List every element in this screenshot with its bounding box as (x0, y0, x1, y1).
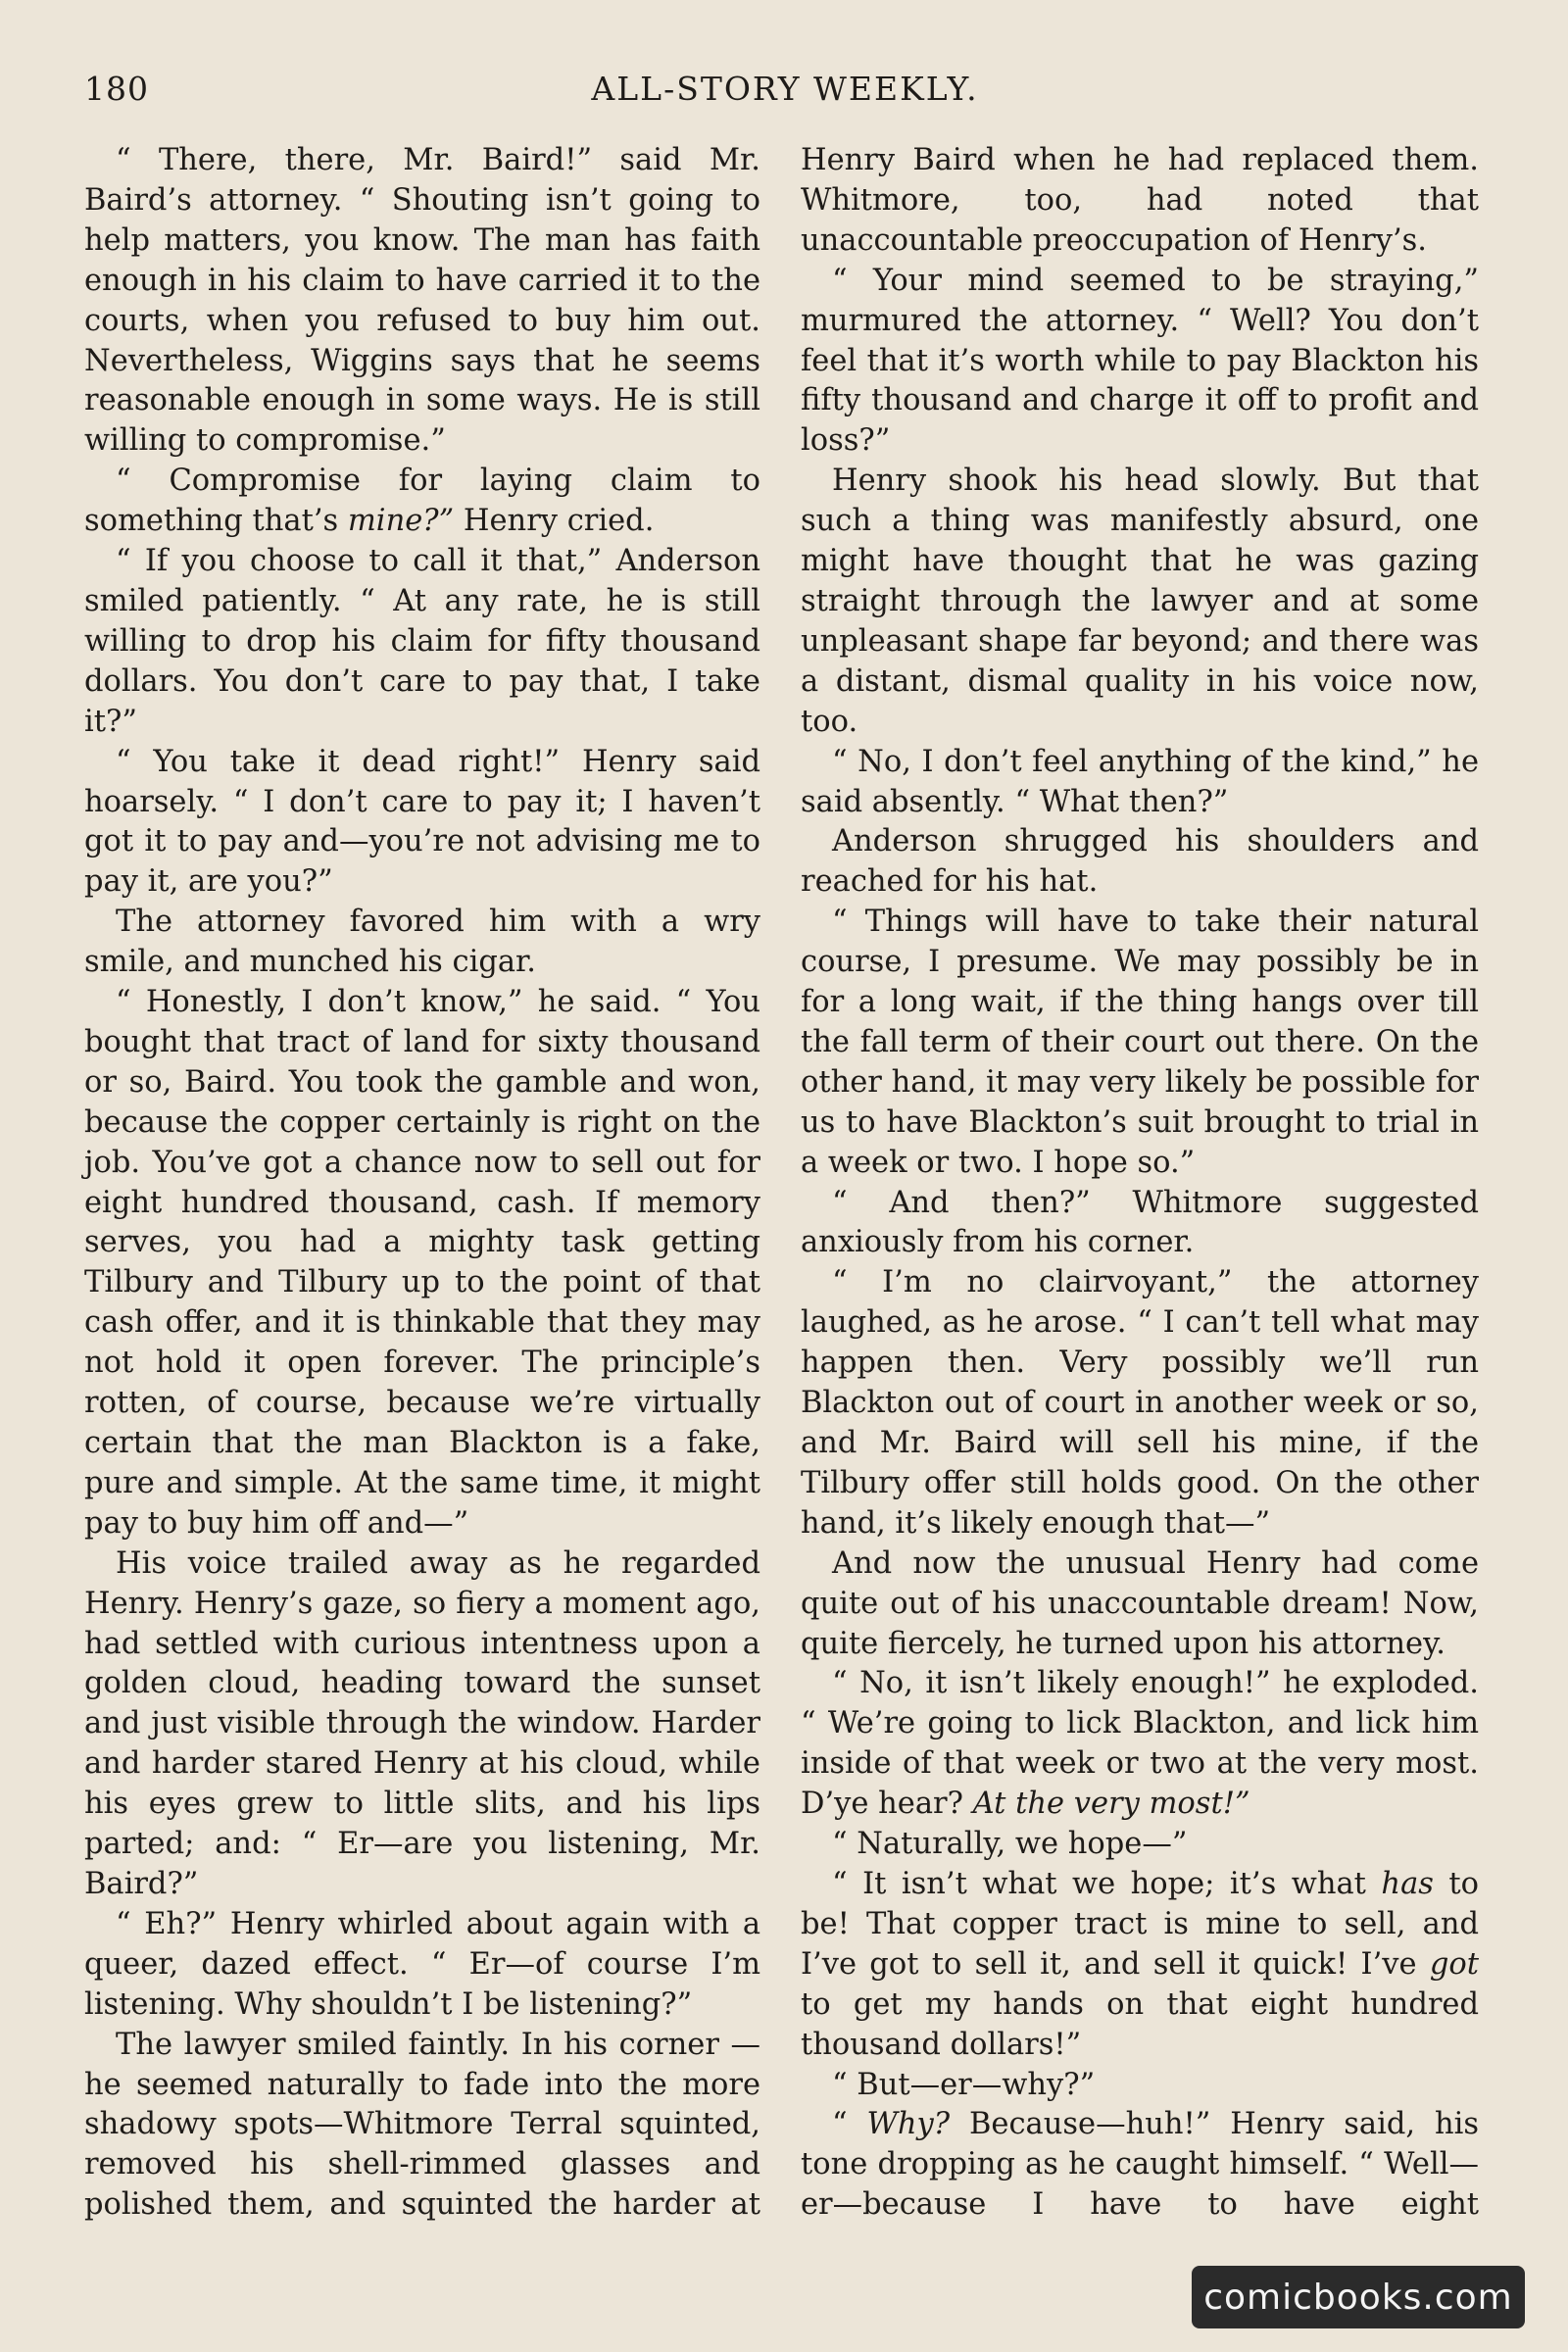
paragraph: “ Your mind seemed to be straying,” murmured the attorney. “ Well? You don’t feel that it’s worth while to pay Blackton his fifty thousand and charge it off to profit and loss?” (801, 263, 1479, 459)
watermark-badge (1192, 2266, 1525, 2328)
right-column (801, 141, 1479, 2226)
left-column (84, 141, 760, 2226)
watermark-text: comicbooks.com (1203, 2277, 1513, 2318)
paragraph: Henry Baird when he had replaced them. Whitmore, too, had noted that unaccountable preoccupation of Henry’s. (801, 143, 1479, 258)
paragraph: His voice trailed away as he regarded Henry. Henry’s gaze, so fiery a moment ago, had settled with curious intentness upon a golden cloud, heading toward the sunset and just visible through the window. Harder and harder stared Henry at his cloud, while his eyes grew to little slits, and his lips parted; and: “ Er—are you listening, Mr. Baird?” (84, 1545, 760, 1901)
paragraph: “ Compromise for laying claim to something that’s mine?” Henry cried. (84, 464, 760, 539)
paragraph: “ But—er—why?” (832, 2067, 1096, 2102)
paragraph: “ There, there, Mr. Baird!” said Mr. Baird’s attorney. “ Shouting isn’t going to help matters, you know. The man has faith enough in his claim to have carried it to the courts, when you refused to buy him out. Nevertheless, Wiggins says that he seems reasonable enough in some ways. He is still willing to compromise.” (84, 143, 760, 459)
paragraph: “ Naturally, we hope—” (832, 1827, 1188, 1862)
paragraph: And now the unusual Henry had come quite out of his unaccountable dream! Now, quite fiercely, he turned upon his attorney. (801, 1545, 1479, 1661)
page-header (84, 65, 1486, 114)
paragraph: “ And then?” Whitmore suggested anxiously from his corner. (801, 1185, 1479, 1260)
paragraph: “ If you choose to call it that,” Anderson smiled patiently. “ At any rate, he is still willing to drop his claim for fifty thousand dollars. You don’t care to pay that, I take it?” (84, 544, 760, 739)
paragraph: “ No, it isn’t likely enough!” he exploded. “ We’re going to lick Blackton, and lick him inside of that week or two at the very most. D’ye hear? At the very most!” (801, 1666, 1479, 1822)
paragraph: “ Eh?” Henry whirled about again with a queer, dazed effect. “ Er—of course I’m listening. Why shouldn’t I be listening?” (84, 1906, 760, 2022)
paragraph: “ Why? Because—huh!” Henry said, his tone dropping as he caught himself. “ Well—er—because I have to have eight (801, 2107, 1479, 2223)
paragraph: “ It isn’t what we hope; it’s what has to be! That copper tract is mine to sell, and I’ve got to sell it, and sell it quick! I’ve got to get my hands on that eight hundred thousand dollars!” (801, 1866, 1479, 2062)
paragraph: The lawyer smiled faintly. In his corner —he seemed naturally to fade into the more shadowy spots—Whitmore Terral squinted, removed his shell-rimmed glasses and polished them, and squinted the harder at (84, 2027, 760, 2223)
paragraph: “ Honestly, I don’t know,” he said. “ You bought that tract of land for sixty thousand or so, Baird. You took the gamble and won, because the copper certainly is right on the job. You’ve got a chance now to sell out for eight hundred thousand, cash. If memory serves, you had a mighty task getting Tilbury and Tilbury up to the point of that cash offer, and it is thinkable that they may not hold it open forever. The principle’s rotten, of course, because we’re virtually certain that the man Blackton is a fake, pure and simple. At the same time, it might pay to buy him off and—” (84, 985, 760, 1541)
paragraph: Henry shook his head slowly. But that such a thing was manifestly absurd, one might have thought that he was gazing straight through the lawyer and at some unpleasant shape far beyond; and there was a distant, dismal quality in his voice now, too. (801, 464, 1479, 739)
running-title: ALL-STORY WEEKLY. (591, 70, 979, 108)
paragraph: “ No, I don’t feel anything of the kind,” he said absently. “ What then?” (801, 744, 1479, 819)
paragraph: “ Things will have to take their natural course, I presume. We may possibly be in for a long wait, if the thing hangs over till the fall term of their court out there. On the other hand, it may very likely be possible for us to have Blackton’s suit brought to trial in a week or two. I hope so.” (801, 905, 1479, 1180)
paragraph: “ I’m no clairvoyant,” the attorney laughed, as he arose. “ I can’t tell what may happen then. Very possibly we’ll run Blackton out of court in another week or so, and Mr. Baird will sell his mine, if the Tilbury offer still holds good. On the other hand, it’s likely enough that—” (801, 1265, 1479, 1541)
paragraph: Anderson shrugged his shoulders and reached for his hat. (801, 824, 1479, 900)
paragraph: The attorney favored him with a wry smile, and munched his cigar. (84, 905, 760, 980)
paragraph: “ You take it dead right!” Henry said hoarsely. “ I don’t care to pay it; I haven’t got it to pay and—you’re not advising me to pay it, are you?” (84, 744, 760, 900)
page-number: 180 (84, 70, 149, 108)
